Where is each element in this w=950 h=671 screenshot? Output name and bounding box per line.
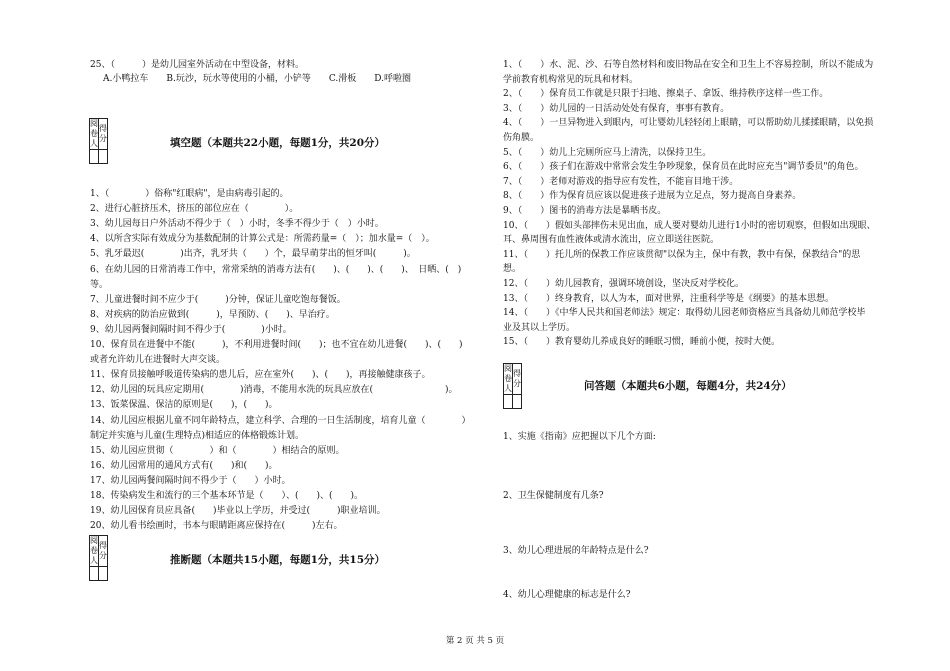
qa-question-4: 4、幼儿心理健康的标志是什么? xyxy=(503,590,631,600)
fill-item: 或者允许幼儿在进餐时大声交谈。 xyxy=(90,355,226,366)
fill-item: 8、对疾病的防治应做到( )，早预防、( )、早治疗。 xyxy=(90,309,335,320)
judge-item: 6、（ ）孩子们在游戏中常常会发生争吵现象，保育员在此时应充当"调节委员"的角色。 xyxy=(503,162,864,173)
fill-item: 等。 xyxy=(90,279,109,290)
score-cell xyxy=(99,150,108,164)
fill-item: 9、幼儿园两餐间隔时间不得少于( )小时。 xyxy=(90,324,292,335)
grader-cell xyxy=(90,567,99,581)
question-25: 25、（ ）是幼儿园室外活动在中型设备，材料。 xyxy=(90,60,304,70)
fill-item: 11、保育员接触呼吸道传染病的患儿后，应在室外( )、( )，再接触健康孩子。 xyxy=(90,370,431,381)
fill-item: 15、幼儿园应贯彻（ ）和（ ）相结合的原则。 xyxy=(90,445,345,456)
score-label: 得分 xyxy=(99,119,108,150)
judge-item: 伤角膜。 xyxy=(503,133,540,143)
judge-score-box xyxy=(89,535,108,581)
fill-item: 14、幼儿园应根据儿童不同年龄特点，建立科学、合理的一日生活制度，培育儿童（ ） xyxy=(90,415,471,426)
judge-item: 14、（ ）《中华人民共和国老师法》规定：取得幼儿园老师资格应当具备幼儿师范学校毕 xyxy=(503,308,866,319)
qa-question-1: 1、实施《指南》应把握以下几个方面: xyxy=(503,432,656,442)
fill-item: 3、幼儿园每日户外活动不得少于（ ）小时，冬季不得少于（ ）小时。 xyxy=(90,219,384,230)
judge-item: 8、（ ）作为保育员应该以促进孩子进展为立足点，努力提高自身素养。 xyxy=(503,191,802,202)
fill-item: 1、（ ）俗称"红眼病"，是由病毒引起的。 xyxy=(90,189,289,199)
fill-score-box xyxy=(89,118,108,164)
judge-item: 学前教育机构常见的玩具和材料。 xyxy=(503,74,639,85)
fill-item: 12、幼儿园的玩具应定期用( )消毒，不能用水洗的玩具应放在( )。 xyxy=(90,385,458,396)
judge-item: 9、（ ）图书的消毒方法是暴晒书皮。 xyxy=(503,206,667,216)
judge-item: 1、（ ）水、泥、沙、石等自然材料和废旧物品在安全和卫生上不容易控制，所以不能成为 xyxy=(503,60,874,70)
judge-item: 7、（ ）老师对游戏的指导应有发性，不能盲目地干涉。 xyxy=(503,176,739,187)
score-cell xyxy=(513,395,522,409)
fill-item: 18、传染病发生和流行的三个基本环节是（ ）、( )、( )。 xyxy=(90,491,363,501)
judge-item: 3、（ ）幼儿园的一日活动处处有保育，事事有教育。 xyxy=(503,103,730,114)
question-25-options: A.小鸭拉车 B.玩沙，玩水等使用的小桶，小铲等 C.滑板 D.呼啦圈 xyxy=(103,74,412,84)
fill-item: 13、饭菜保温、保洁的原则是( )，( )。 xyxy=(90,400,278,411)
judge-item: 13、（ ）终身教育，以人为本，面对世界，注重科学等是《纲要》的基本思想。 xyxy=(503,293,834,304)
fill-item: 16、幼儿园常用的通风方式有( )和( )。 xyxy=(90,460,278,471)
judge-item: 12、（ ）幼儿园教育，强调环境创设，坚决反对学校化。 xyxy=(503,279,744,289)
judge-section-title: 推断题（本题共15小题，每题1分，共15分） xyxy=(170,554,386,566)
judge-item: 耳、鼻周围有血性液体或清水流出，应立即送往医院。 xyxy=(503,235,720,246)
judge-item: 想。 xyxy=(503,264,522,275)
fill-section-title: 填空题（本题共22小题，每题1分，共20分） xyxy=(170,137,386,149)
fill-item: 10、保育员在进餐中不能( )，不利用进餐时间( )；也不宜在幼儿进餐( )、( ) xyxy=(90,340,463,350)
judge-item: 4、（ ）一旦异物进入到眼内，可让婴幼儿轻轻闭上眼睛，可以帮助幼儿揉揉眼睛，以免损 xyxy=(503,118,874,129)
fill-item: 2、进行心脏挤压术，挤压的部位应在（ ）。 xyxy=(90,204,299,215)
judge-item: 业及其以上学历。 xyxy=(503,322,576,333)
page-footer: 第 2 页 共 5 页 xyxy=(445,636,505,646)
grader-label: 阅卷人 xyxy=(90,119,98,148)
judge-item: 11、（ ）托儿所的保教工作应该贯彻"以保为主，保中有教，教中有保，保教结合"的思 xyxy=(503,249,861,260)
fill-item: 7、儿童进餐时间不应少于( )分钟，保证儿童吃饱每餐饭。 xyxy=(90,294,346,305)
qa-question-2: 2、卫生保健制度有几条? xyxy=(503,491,604,501)
score-label: 得分 xyxy=(513,364,522,395)
fill-item: 4、以所含实际有效成分为基数配制的计算公式是：所需药量=（ ）；加水量=（ ）。 xyxy=(90,234,435,245)
judge-item: 5、（ ）幼儿上完厕所应马上清洗，以保持卫生。 xyxy=(503,147,712,158)
qa-section-title: 问答题（本题共6小题，每题4分，共24分） xyxy=(584,380,792,392)
judge-item: 2、（ ）保育员工作就是只限于扫地、擦桌子、拿饭、维持秩序这样一些工作。 xyxy=(503,89,829,100)
grader-cell xyxy=(90,150,99,164)
score-label: 得分 xyxy=(99,536,108,567)
fill-item: 5、乳牙最迟( )出齐，乳牙共（ ）个，最早萌芽出的恒牙叫( )。 xyxy=(90,249,416,260)
qa-score-box xyxy=(503,363,522,409)
fill-item: 17、幼儿园两餐间隔时间不得少于（ ）小时。 xyxy=(90,475,291,486)
fill-item: 制定并实施与儿童(生理特点)相适应的体格锻炼计划。 xyxy=(90,430,305,441)
fill-item: 19、幼儿园保育员应具备( )毕业以上学历，并受过( )职业培训。 xyxy=(90,506,386,517)
score-cell xyxy=(99,567,108,581)
fill-item: 20、幼儿看书绘画时，书本与眼睛距离应保持在( )左右。 xyxy=(90,521,343,532)
qa-question-3: 3、幼儿心理进展的年龄特点是什么? xyxy=(503,546,649,556)
grader-label: 阅卷人 xyxy=(90,536,98,565)
grader-cell xyxy=(504,395,513,409)
fill-item: 6、在幼儿园的日常消毒工作中，常常采纳的消毒方法有( )、( )、( )、 日晒、( ) xyxy=(90,264,462,275)
grader-label: 阅卷人 xyxy=(504,364,512,393)
judge-item: 10、（ ）假如头部摔伤未见出血，成人要对婴幼儿进行1小时的密切观察，但假如出现眼、 xyxy=(503,220,876,231)
judge-item: 15、（ ）教育婴幼儿养成良好的睡眠习惯，睡前小便，按时大便。 xyxy=(503,337,780,348)
